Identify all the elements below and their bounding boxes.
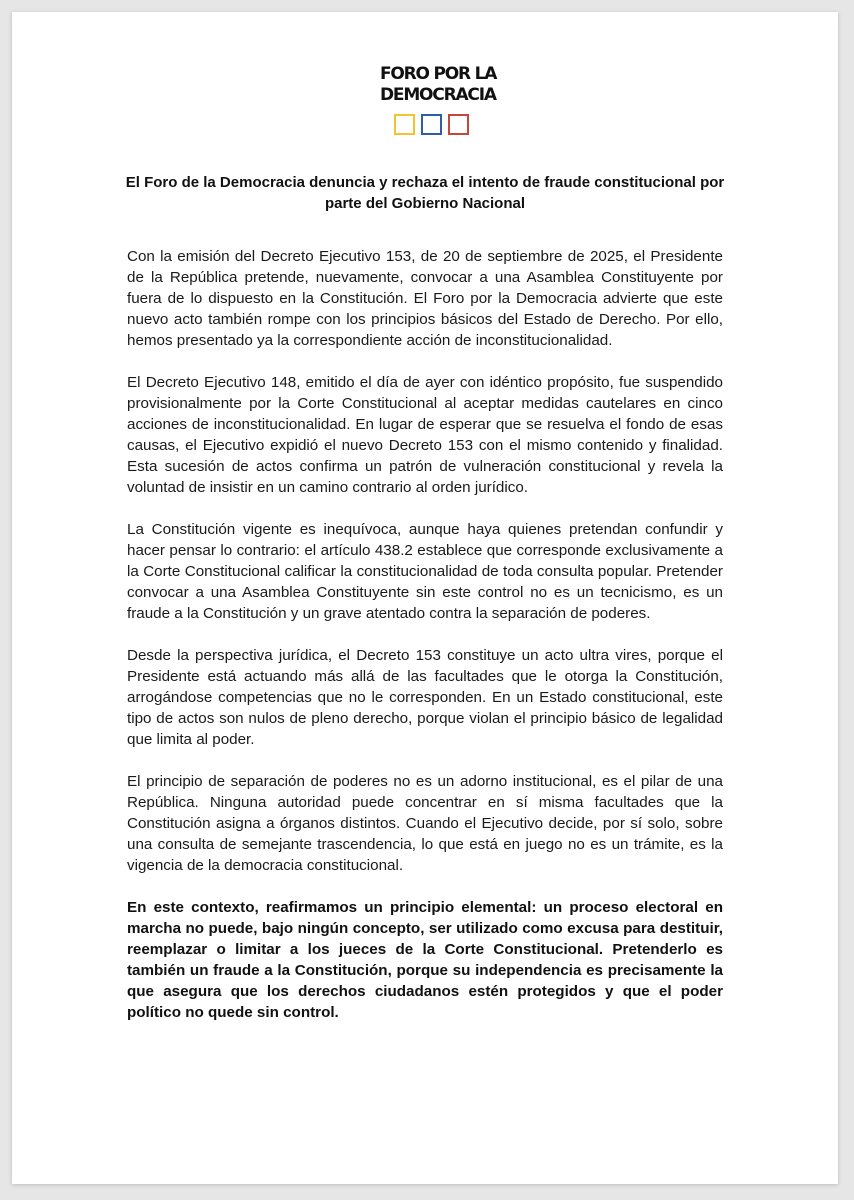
body-paragraph: Desde la perspectiva jurídica, el Decreto 153 constituye un acto ultra vires, porque el Presidente está actuando más allá de las facultades que le otorga la Constitución, arrogándose competencias que no le corresponden. En un Estado constitucional, este tipo de actos son nulos de pleno derecho, porque violan el principio básico de legalidad que limita al poder. [127, 647, 723, 748]
logo-color-boxes [394, 114, 510, 135]
foro-democracia-logo [380, 64, 510, 135]
body-paragraph: El Decreto Ejecutivo 148, emitido el día de ayer con idéntico propósito, fue suspendido provisionalmente por la Corte Constitucional al aceptar medidas cautelares en cinco acciones de inconstitucionalidad. En lugar de esperar que se resuelva el fondo de esas causas, el Ejecutivo expidió el nuevo Decreto 153 con el mismo contenido y finalidad. Esta sucesión de actos confirma un patrón de vulneración constitucional y revela la voluntad de insistir en un camino contrario al orden jurídico. [127, 374, 723, 496]
statement-headline: El Foro de la Democracia denuncia y rechaza el intento de fraude constitucional por parte del Gobierno Nacional [125, 174, 725, 212]
body-paragraph: El principio de separación de poderes no es un adorno institucional, es el pilar de una República. Ninguna autoridad puede concentrar en sí misma facultades que la Constitución asigna a órganos distintos. Cuando el Ejecutivo decide, por sí solo, sobre una consulta de semejante trascendencia, lo que está en juego no es un trámite, es la vigencia de la democracia constitucional. [127, 773, 723, 874]
logo-red-box [448, 114, 469, 135]
body-paragraph: Con la emisión del Decreto Ejecutivo 153, de 20 de septiembre de 2025, el Presidente de la República pretende, nuevamente, convocar a una Asamblea Constituyente por fuera de lo dispuesto en la Constitución. El Foro por la Democracia advierte que este nuevo acto también rompe con los principios básicos del Estado de Derecho. Por ello, hemos presentado ya la correspondiente acción de inconstitucionalidad. [127, 248, 723, 349]
logo-yellow-box [394, 114, 415, 135]
document-page [12, 12, 838, 1184]
logo-blue-box [421, 114, 442, 135]
body-paragraph: La Constitución vigente es inequívoca, aunque haya quienes pretendan confundir y hacer pensar lo contrario: el artículo 438.2 establece que corresponde exclusivamente a la Corte Constitucional calificar la constitucionalidad de toda consulta popular. Pretender convocar a una Asamblea Constituyente sin este control no es un tecnicismo, es un fraude a la Constitución y un grave atentado contra la separación de poderes. [127, 521, 723, 622]
statement-body [127, 246, 723, 1044]
closing-paragraph: En este contexto, reafirmamos un principio elemental: un proceso electoral en marcha no puede, bajo ningún concepto, ser utilizado como excusa para destituir, reemplazar o limitar a los jueces de la Corte Constitucional. Pretenderlo es también un fraude a la Constitución, porque su independencia es precisamente la que asegura que los derechos ciudadanos estén protegidos y que el poder político no quede sin control. [127, 899, 723, 1021]
logo-text-line-1: FORO POR LA [380, 64, 497, 84]
logo-text-line-2: DEMOCRACIA [380, 85, 496, 105]
